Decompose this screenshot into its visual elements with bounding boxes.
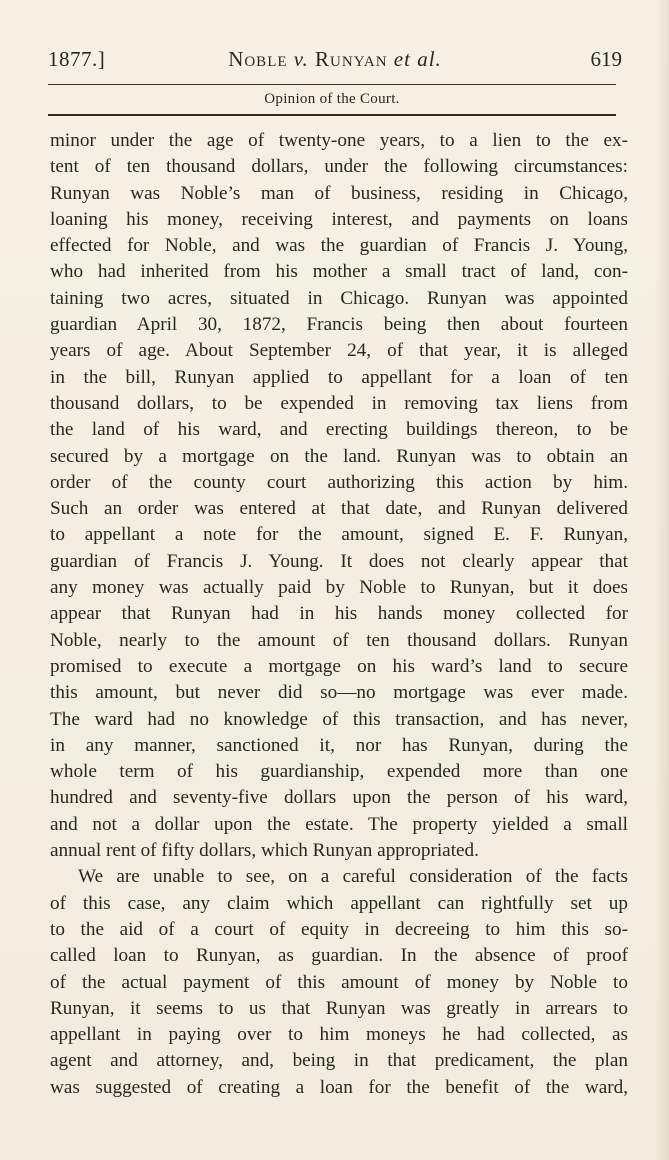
text-line: the land of his ward, and erecting buildings thereon, to be [50, 419, 628, 441]
text-line: thousand dollars, to be expended in removing tax liens from [50, 392, 628, 414]
text-line: promised to execute a mortgage on his ward’s land to secure [50, 655, 628, 677]
case-party-runyan: Runyan [315, 47, 388, 71]
text-line: was suggested of creating a loan for the benefit of the ward, [50, 1076, 628, 1098]
text-line: guardian of Francis J. Young. It does not clearly appear that [50, 550, 628, 572]
page-number: 619 [590, 47, 622, 71]
text-line: in any manner, sanctioned it, nor has Runyan, during the [50, 734, 628, 756]
text-line: hundred and seventy-five dollars upon the person of his ward, [50, 787, 628, 809]
paragraph-first-line: We are unable to see, on a careful consideration of the facts [78, 866, 628, 888]
running-head [48, 44, 622, 74]
text-line: any money was actually paid by Noble to Runyan, but it does [50, 577, 628, 599]
text-line: order of the county court authorizing this action by him. [50, 471, 628, 493]
text-line: in the bill, Runyan applied to appellant for a loan of ten [50, 366, 628, 388]
section-label: Opinion of the Court. [264, 91, 400, 107]
text-line: this amount, but never did so—no mortgage was ever made. [50, 682, 628, 704]
header-rule-bottom [48, 114, 616, 116]
case-party-noble: Noble [228, 47, 288, 71]
header-rule-top [48, 84, 616, 85]
text-line: of this case, any claim which appellant can rightfully set up [50, 892, 628, 914]
case-versus: v. [293, 47, 309, 71]
text-line: to appellant a note for the amount, signed E. F. Runyan, [50, 524, 628, 546]
opinion-body [50, 128, 628, 1101]
text-line: appellant in paying over to him moneys he had collected, as [50, 1024, 628, 1046]
text-line: who had inherited from his mother a small tract of land, con- [50, 261, 628, 283]
case-et-al: et al. [393, 47, 442, 71]
text-line: appear that Runyan had in his hands money collected for [50, 603, 628, 625]
text-line: minor under the age of twenty-one years, to a lien to the ex- [50, 130, 628, 151]
text-line: tent of ten thousand dollars, under the following circumstances: [50, 156, 628, 178]
text-line: Runyan was Noble’s man of business, residing in Chicago, [50, 182, 628, 204]
text-line: of the actual payment of this amount of money by Noble to [50, 971, 628, 993]
text-line: Such an order was entered at that date, and Runyan delivered [50, 498, 628, 520]
text-line: Runyan, it seems to us that Runyan was greatly in arrears to [50, 997, 628, 1019]
text-line: years of age. About September 24, of that year, it is alleged [50, 340, 628, 362]
text-line: The ward had no knowledge of this transaction, and has never, [50, 708, 628, 730]
text-line: called loan to Runyan, as guardian. In the absence of proof [50, 945, 628, 967]
text-line: Noble, nearly to the amount of ten thousand dollars. Runyan [50, 629, 628, 651]
text-line: guardian April 30, 1872, Francis being then about fourteen [50, 314, 628, 336]
case-title [48, 44, 622, 74]
year-label: 1877.] [48, 47, 106, 71]
page-edge-shadow [655, 0, 669, 1160]
text-line: taining two acres, situated in Chicago. Runyan was appointed [50, 287, 628, 309]
text-line: effected for Noble, and was the guardian of Francis J. Young, [50, 235, 628, 257]
text-line: and not a dollar upon the estate. The property yielded a small [50, 813, 628, 835]
text-line: loaning his money, receiving interest, and payments on loans [50, 208, 628, 230]
paragraph-last-line: annual rent of fifty dollars, which Runyan appropriated. [50, 840, 479, 862]
text-line: agent and attorney, and, being in that predicament, the plan [50, 1050, 628, 1072]
text-line: to the aid of a court of equity in decreeing to him this so- [50, 918, 628, 940]
text-line: whole term of his guardianship, expended more than one [50, 761, 628, 783]
text-line: secured by a mortgage on the land. Runyan was to obtain an [50, 445, 628, 467]
